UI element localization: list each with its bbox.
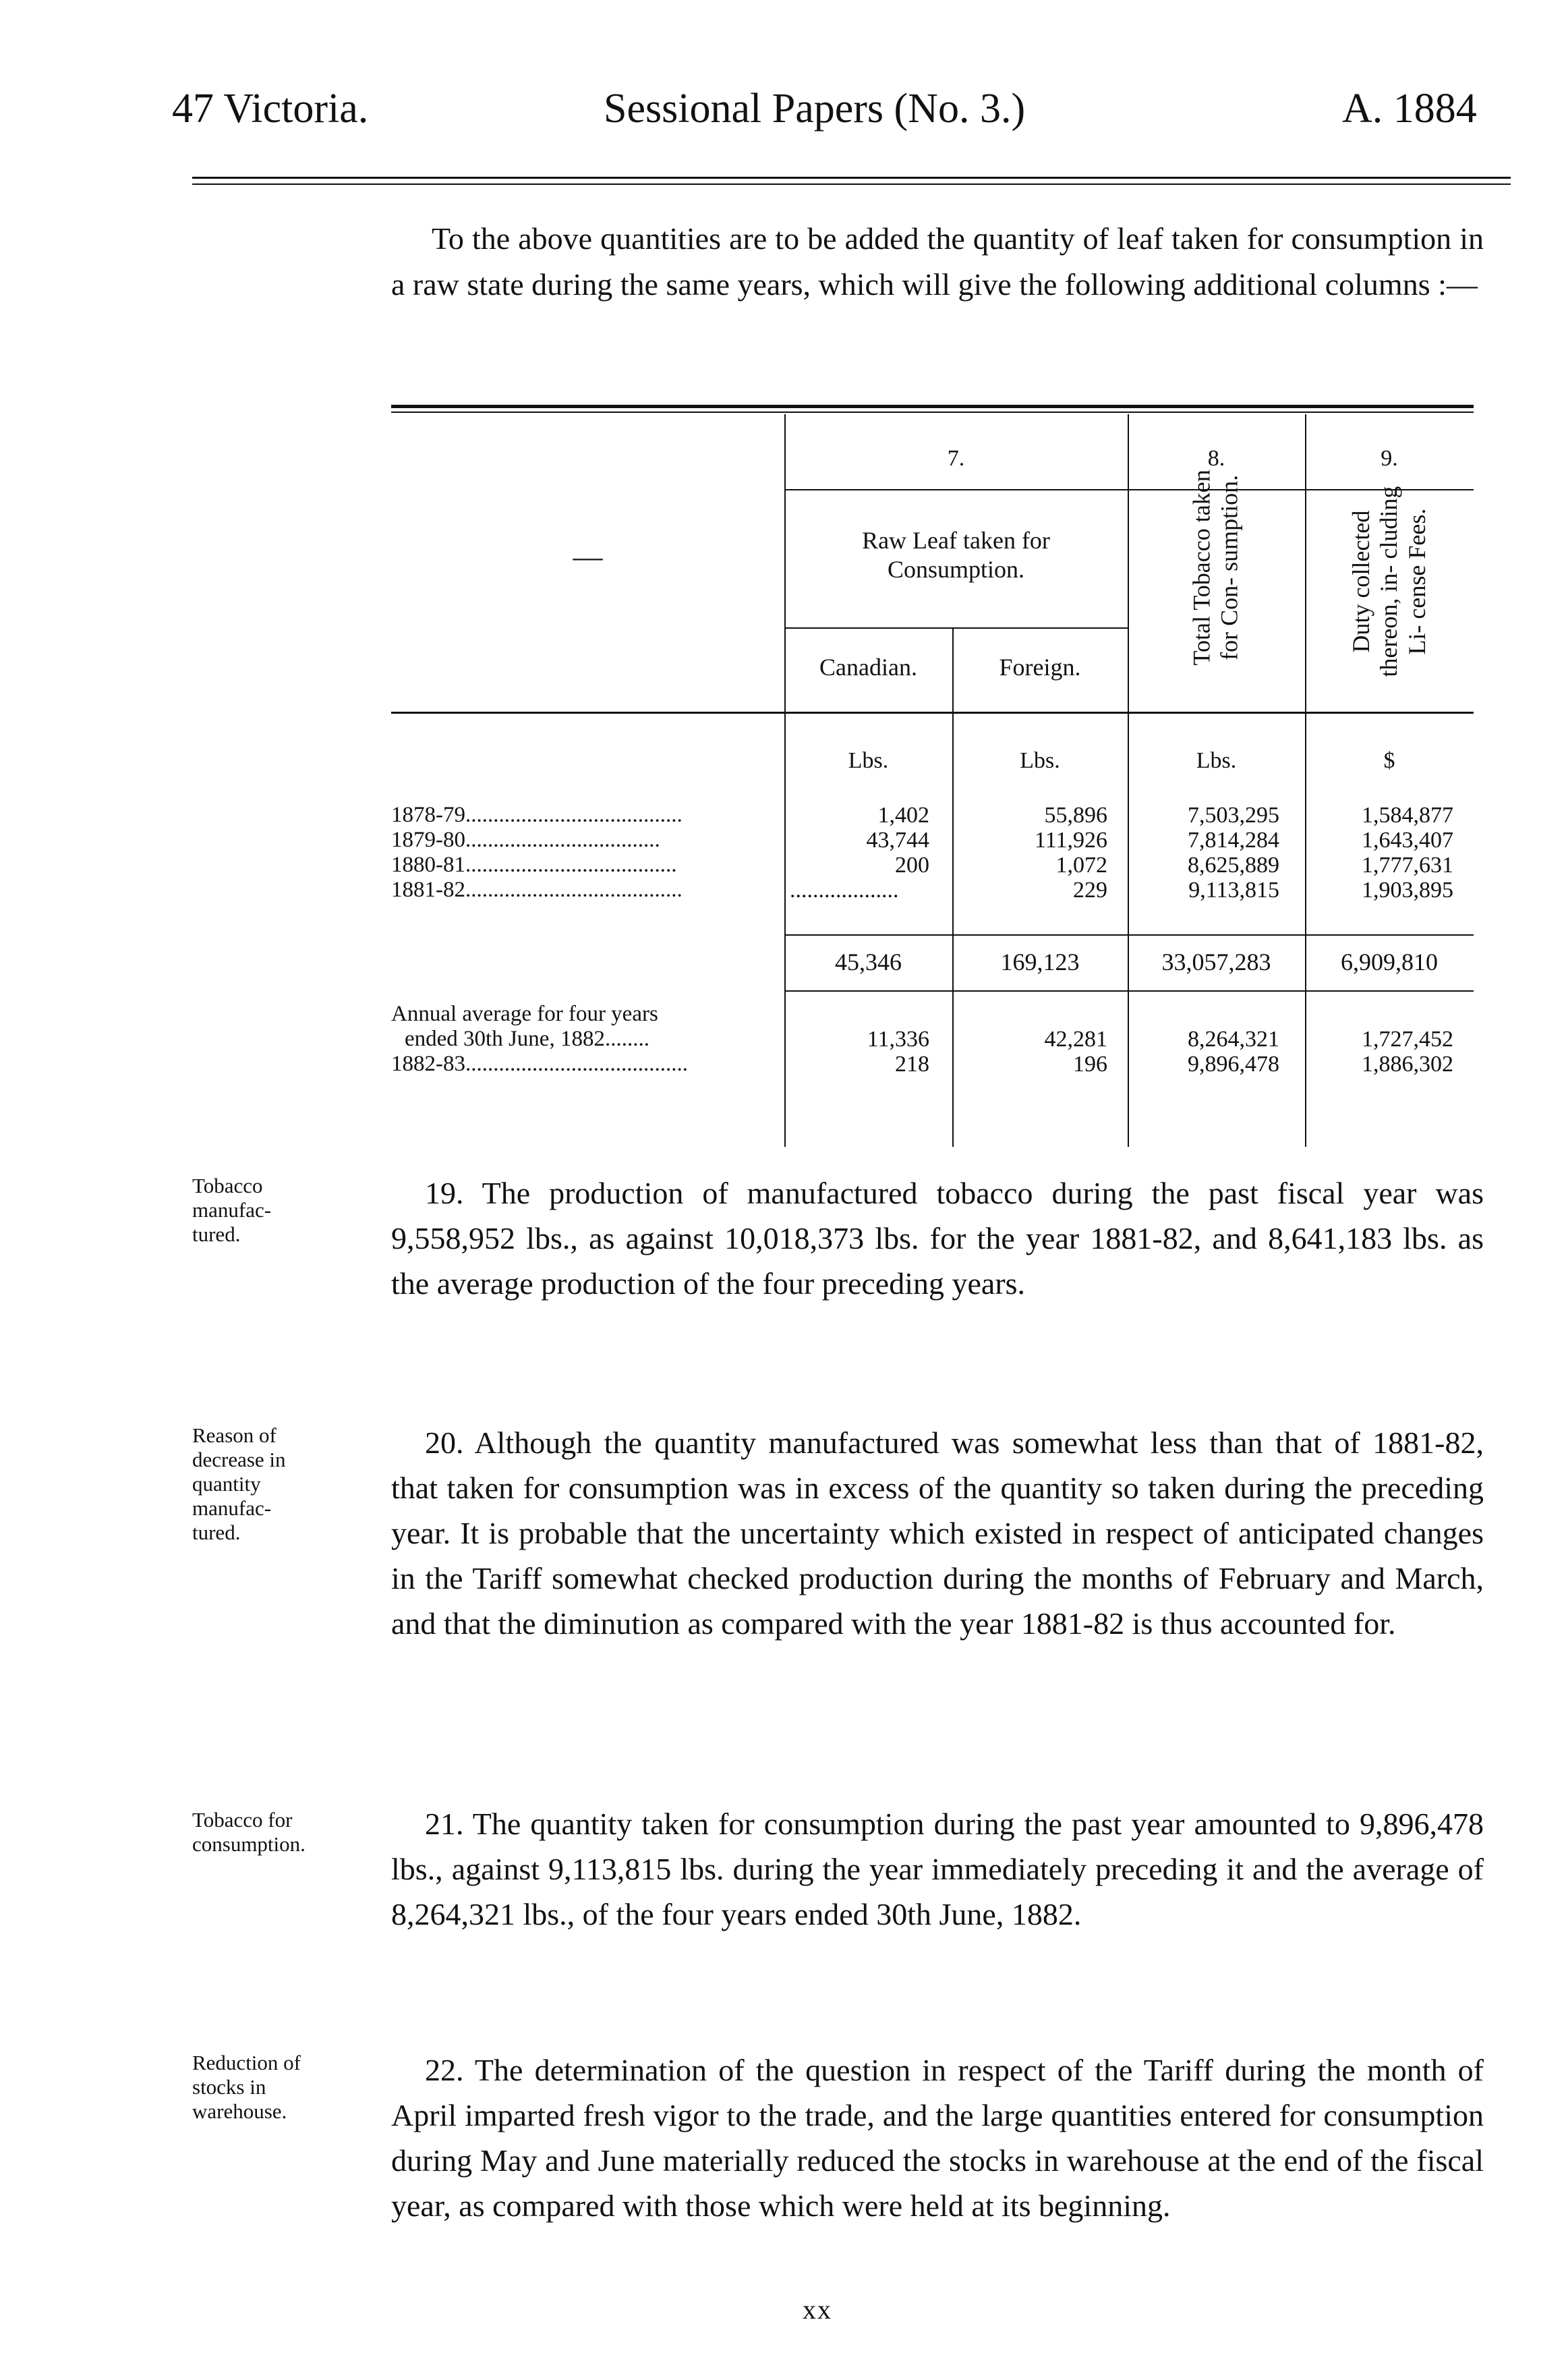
totals-rule — [784, 990, 1474, 992]
cell-duty: 1,584,877 — [1362, 803, 1453, 828]
avg-duty: 1,727,452 — [1362, 1027, 1453, 1052]
col-number-9: 9. — [1381, 446, 1398, 471]
paragraph-20: 20. Although the quantity manufactured was somewhat less than that of 1881-82, that taken for consumption was in excess of the quantity so taken during the preceding year. It is probable that the uncertainty which existed in respect of anticipated changes in the Tariff somewhat checked production during the months of February and March, and that the diminution as compared with the year 1881-82 is thus accounted for. — [391, 1425, 1484, 1641]
col-number-8: 8. — [1207, 446, 1225, 471]
year-stub: 1878-79....................................... 1879-80................................... 1880-81...................................... 1881-82....................................... — [391, 803, 683, 902]
cell-duty: 1,643,407 — [1362, 828, 1453, 853]
avg-canadian: 11,336 — [867, 1027, 929, 1052]
cell-foreign: 1,072 — [1055, 853, 1107, 878]
col-total — [1128, 803, 1279, 903]
header-left: 47 Victoria. — [172, 86, 369, 132]
row-year: 1878-79 — [391, 803, 465, 827]
last-foreign: 196 — [1073, 1052, 1107, 1077]
cell-duty: 1,903,895 — [1362, 878, 1453, 903]
average-label-2: ended 30th June, 1882 — [405, 1027, 605, 1051]
col-duty-header: Duty collected thereon, in- cluding Li- cense Fees. — [1347, 486, 1430, 677]
totals-rule — [784, 934, 1474, 936]
col-foreign-avg — [952, 1027, 1107, 1077]
cell-canadian: 200 — [895, 853, 929, 878]
row-year: 1879-80 — [391, 828, 465, 852]
table-top-rule-inner — [391, 412, 1474, 413]
cell-canadian: ................... — [790, 878, 899, 903]
last-canadian: 218 — [895, 1052, 929, 1077]
col-foreign — [952, 803, 1107, 903]
average-stub: Annual average for four years ended 30th June, 1882........ 1882-83........................................ — [391, 1002, 796, 1077]
paragraph-19: 19. The production of manufactured tobacco during the past fiscal year was 9,558,952 lbs., as against 10,018,373 lbs. for the year 1881-82, and 8,641,183 lbs. as the average production of the four preceding years. — [391, 1176, 1484, 1301]
cell-total: 9,113,815 — [1188, 878, 1279, 903]
avg-total: 8,264,321 — [1188, 1027, 1279, 1052]
cell-foreign: 55,896 — [1044, 803, 1107, 828]
stub-header: — — [573, 540, 603, 573]
col-number-7: 7. — [947, 446, 965, 471]
margin-note: Tobacco for consumption. — [192, 1808, 306, 1856]
cell-foreign: 111,926 — [1035, 828, 1107, 853]
header-rule-bottom — [192, 183, 1511, 185]
table-top-rule — [391, 405, 1474, 408]
cell-canadian: 43,744 — [866, 828, 929, 853]
header-right: A. 1884 — [1342, 86, 1477, 132]
margin-note: Tobacco manufac- tured. — [192, 1174, 272, 1246]
last-duty: 1,886,302 — [1362, 1052, 1453, 1077]
col-canadian-header: Canadian. — [819, 654, 917, 681]
col-canadian-avg — [784, 1027, 929, 1077]
tobacco-table — [391, 405, 1474, 1160]
cell-total: 8,625,889 — [1188, 853, 1279, 878]
total-total: 33,057,283 — [1161, 948, 1271, 975]
col-foreign-header: Foreign. — [999, 654, 1081, 681]
cell-total: 7,503,295 — [1188, 803, 1279, 828]
last-total: 9,896,478 — [1188, 1052, 1279, 1077]
raw-leaf-group-header: Raw Leaf taken for Consumption. — [862, 527, 1050, 584]
page-number: xx — [803, 2294, 832, 2325]
cell-total: 7,814,284 — [1188, 828, 1279, 853]
intro-paragraph: To the above quantities are to be added the quantity of leaf taken for consumption in a raw state during the same years, which will give the following additional columns :— — [391, 221, 1484, 302]
row-year: 1880-81 — [391, 853, 465, 877]
total-canadian: 45,346 — [835, 948, 902, 975]
col-total-avg — [1128, 1027, 1279, 1077]
margin-note: Reason of decrease in quantity manufac- tured. — [192, 1423, 286, 1544]
unit-duty: $ — [1383, 748, 1395, 773]
unit-total: Lbs. — [1196, 748, 1237, 773]
margin-note: Reduction of stocks in warehouse. — [192, 2051, 301, 2123]
row-year: 1881-82 — [391, 878, 465, 902]
col-canadian — [784, 803, 929, 903]
row-year: 1882-83 — [391, 1052, 465, 1076]
total-duty: 6,909,810 — [1341, 948, 1438, 975]
table-header-rule — [391, 712, 1474, 714]
unit-foreign: Lbs. — [1020, 748, 1060, 773]
total-foreign: 169,123 — [1000, 948, 1080, 975]
header-rule-top — [192, 177, 1511, 179]
header-center: Sessional Papers (No. 3.) — [604, 86, 1026, 132]
col-total-header: Total Tobacco taken for Con- sumption. — [1188, 470, 1243, 666]
table-rule — [784, 627, 1128, 629]
paragraph-22: 22. The determination of the question in respect of the Tariff during the month of April imparted fresh vigor to the trade, and the large quantities entered for consumption during May and June materially reduced the stocks in warehouse at the end of the fiscal year, as compared with those which were held at its beginning. — [391, 2053, 1484, 2223]
cell-foreign: 229 — [1073, 878, 1107, 903]
paragraph-21: 21. The quantity taken for consumption during the past year amounted to 9,896,478 lbs., against 9,113,815 lbs. during the year immediately preceding it and the average of 8,264,321 lbs., of the four years ended 30th June, 1882. — [391, 1807, 1484, 1931]
average-label-1: Annual average for four years — [391, 1002, 658, 1026]
avg-foreign: 42,281 — [1044, 1027, 1107, 1052]
col-duty — [1305, 803, 1453, 903]
cell-canadian: 1,402 — [877, 803, 929, 828]
unit-canadian: Lbs. — [848, 748, 889, 773]
col-duty-avg — [1305, 1027, 1453, 1077]
cell-duty: 1,777,631 — [1362, 853, 1453, 878]
